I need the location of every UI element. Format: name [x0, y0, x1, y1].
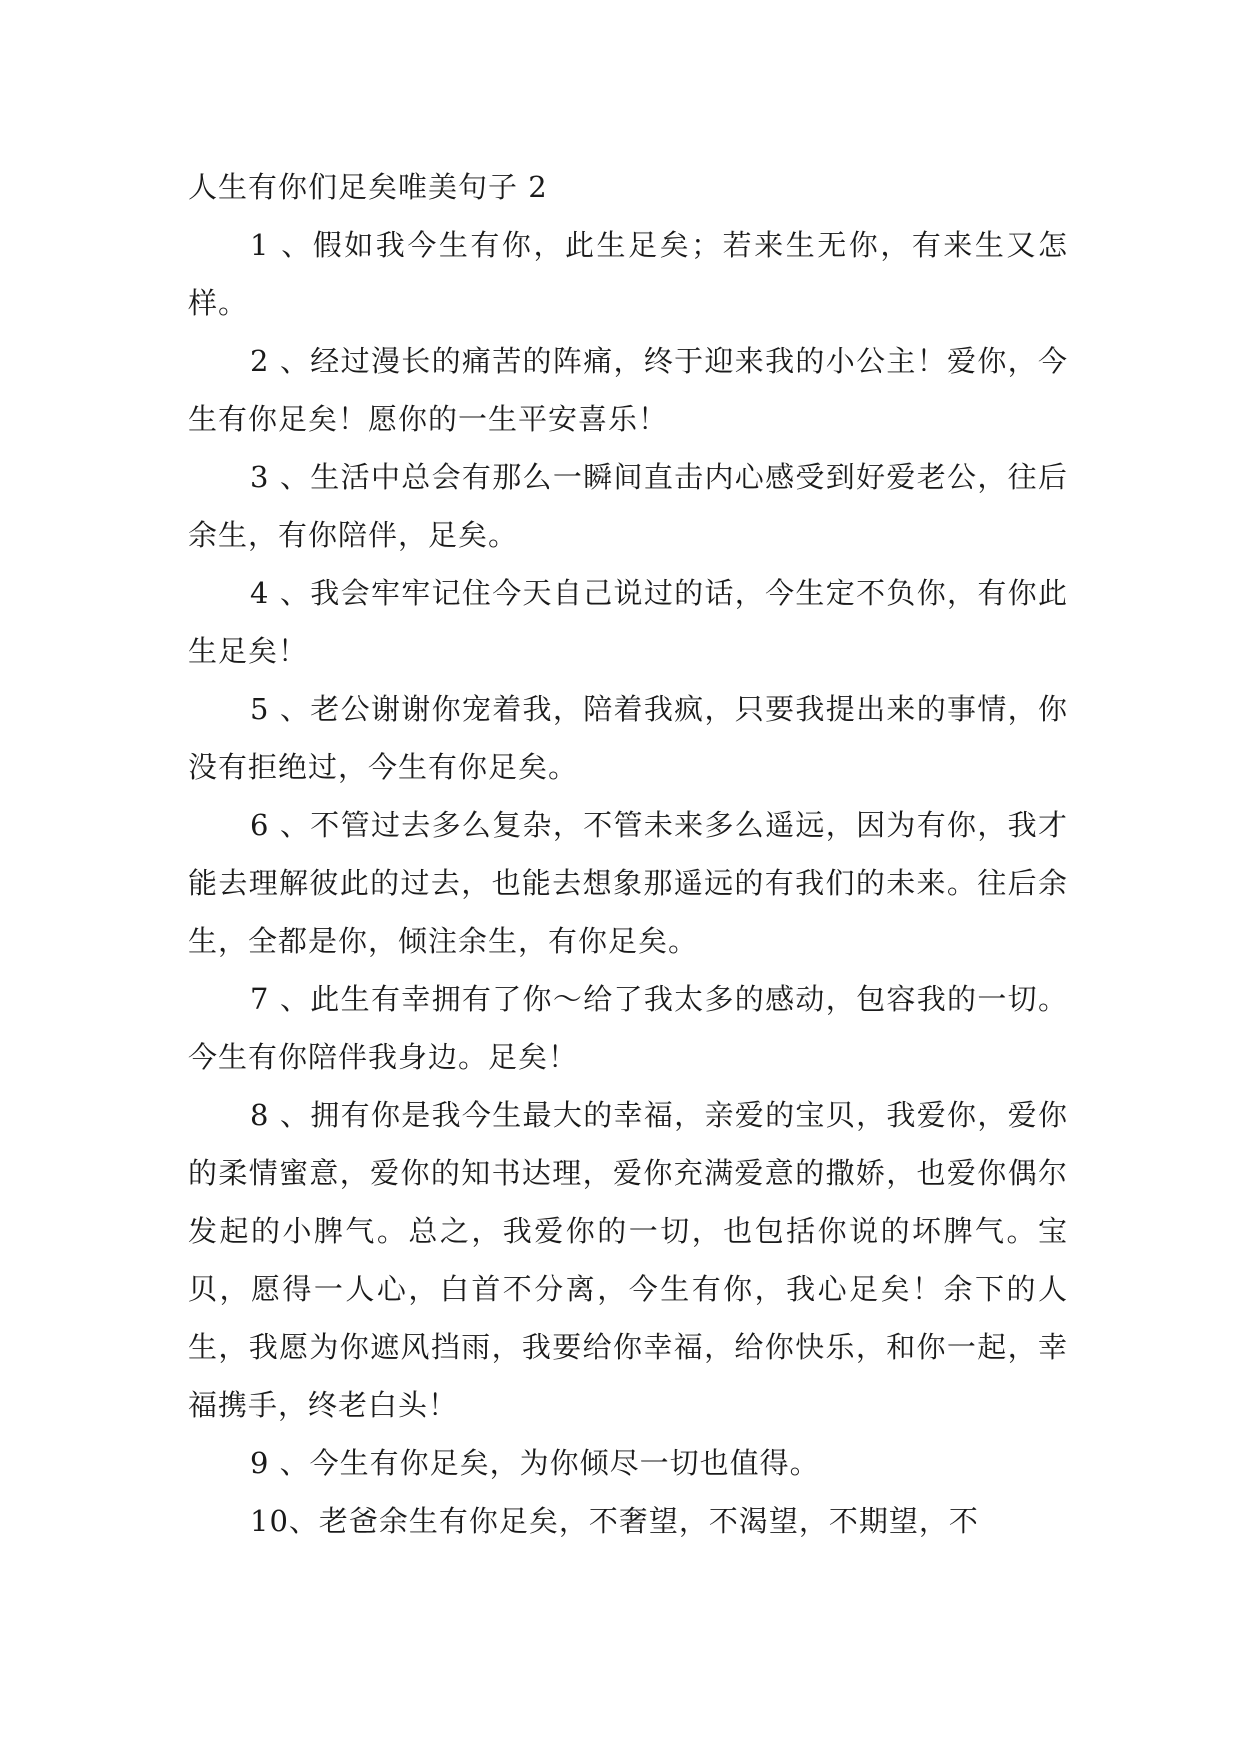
paragraph-7: 7 、此生有幸拥有了你～给了我太多的感动，包容我的一切。今生有你陪伴我身边。足矣！ — [188, 982, 1068, 1074]
paragraph-1: 1 、假如我今生有你，此生足矣；若来生无你，有来生又怎样。 — [188, 228, 1068, 320]
paragraph-9: 9 、今生有你足矣，为你倾尽一切也值得。 — [250, 1446, 820, 1480]
paragraph-3: 3 、生活中总会有那么一瞬间直击内心感受到好爱老公，往后余生，有你陪伴，足矣。 — [188, 460, 1068, 552]
paragraph-5: 5 、老公谢谢你宠着我，陪着我疯，只要我提出来的事情，你没有拒绝过，今生有你足矣。 — [188, 692, 1068, 784]
document-body — [188, 158, 1068, 1550]
paragraph-2: 2 、经过漫长的痛苦的阵痛，终于迎来我的小公主！爱你，今生有你足矣！愿你的一生平安喜乐！ — [188, 344, 1068, 436]
paragraph-4: 4 、我会牢牢记住今天自己说过的话，今生定不负你，有你此生足矣！ — [188, 576, 1068, 668]
paragraph-8: 8 、拥有你是我今生最大的幸福，亲爱的宝贝，我爱你，爱你的柔情蜜意，爱你的知书达理，爱你充满爱意的撒娇，也爱你偶尔发起的小脾气。总之，我爱你的一切，也包括你说的坏脾气。宝贝，愿得一人心，白首不分离，今生有你，我心足矣！余下的人生，我愿为你遮风挡雨，我要给你幸福，给你快乐，和你一起，幸福携手，终老白头！ — [188, 1098, 1068, 1422]
document-title: 人生有你们足矣唯美句子 2 — [188, 170, 548, 204]
paragraph-6: 6 、不管过去多么复杂，不管未来多么遥远，因为有你，我才能去理解彼此的过去，也能去想象那遥远的有我们的未来。往后余生，全都是你，倾注余生，有你足矣。 — [188, 808, 1068, 958]
paragraph-10: 10、老爸余生有你足矣，不奢望，不渴望，不期望，不 — [250, 1504, 979, 1538]
